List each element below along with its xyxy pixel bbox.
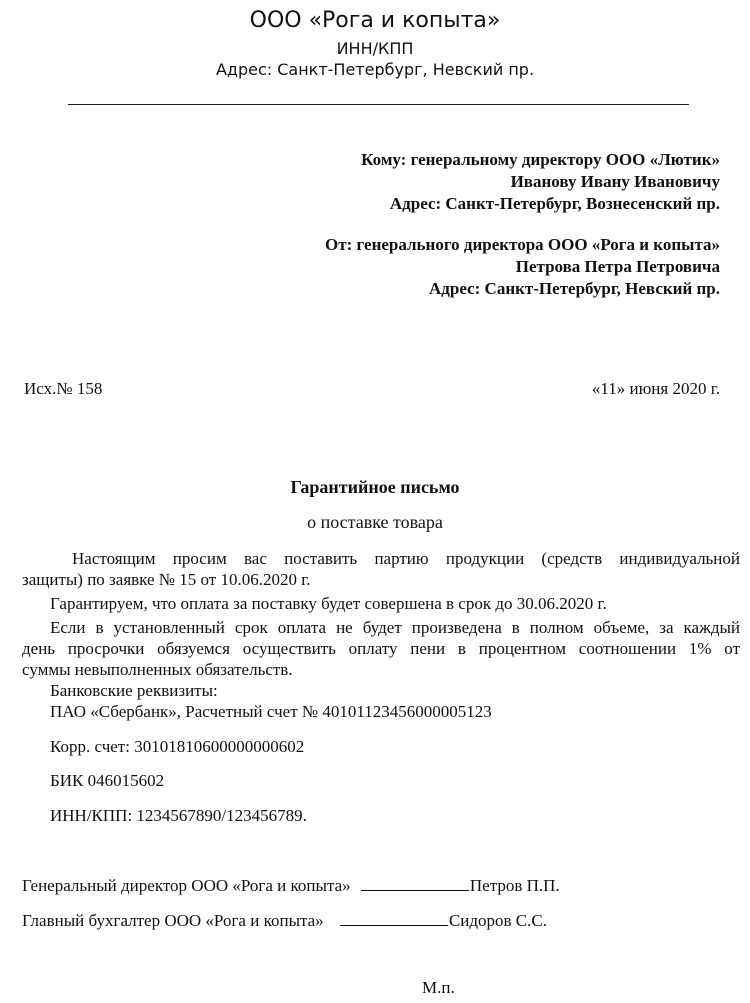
bank-inn-kpp: ИНН/КПП: 1234567890/123456789. [50, 806, 307, 825]
sender-address: Адрес: Санкт-Петербург, Невский пр. [429, 279, 720, 298]
paragraph-penalty-line-3: суммы невыполненных обязательств. [22, 660, 293, 679]
signature-name: Сидоров С.С. [448, 911, 547, 930]
signature-name: Петров П.П. [469, 876, 560, 895]
bank-corr-account: Корр. счет: 30101810600000000602 [50, 737, 305, 756]
sender-from-line: От: генерального директора ООО «Рога и копыта» [325, 235, 720, 254]
paragraph-guarantee: Гарантируем, что оплата за поставку будет совершена в срок до 30.06.2020 г. [50, 594, 607, 613]
bank-details-label: Банковские реквизиты: [50, 681, 218, 700]
signature-row-director [22, 876, 560, 896]
paragraph-request-line-2: защиты) по заявке № 15 от 10.06.2020 г. [22, 570, 311, 589]
bank-bik: БИК 046015602 [50, 771, 165, 790]
recipient-name: Иванову Ивану Ивановичу [510, 172, 720, 191]
stamp-placeholder: М.п. [422, 978, 455, 997]
signature-blank-line [361, 876, 469, 891]
outgoing-number: Исх.№ 158 [24, 379, 103, 398]
header-divider [68, 104, 689, 105]
recipient-address: Адрес: Санкт-Петербург, Вознесенский пр. [389, 194, 720, 213]
signature-position: Генеральный директор ООО «Рога и копыта» [22, 876, 351, 895]
paragraph-penalty [22, 617, 740, 680]
document-subtitle: о поставке товара [307, 512, 443, 532]
paragraph-penalty-line-1: Если в установленный срок оплата не будет произведена в полном объеме, за каждый [50, 618, 740, 637]
paragraph-request-line-1: Настоящим просим вас поставить партию продукции (средств индивидуальной [72, 549, 740, 568]
signature-row-accountant [22, 911, 547, 931]
sender-name: Петрова Петра Петровича [515, 257, 720, 276]
recipient-to-line: Кому: генеральному директору ООО «Лютик» [361, 150, 720, 169]
letter-date: «11» июня 2020 г. [591, 379, 720, 398]
signature-blank-line [340, 911, 448, 926]
company-name: ООО «Рога и копыта» [249, 8, 501, 33]
company-address: Адрес: Санкт-Петербург, Невский пр. [215, 60, 535, 79]
bank-account: ПАО «Сбербанк», Расчетный счет № 40101123456000005123 [50, 702, 492, 721]
document-title: Гарантийное письмо [290, 477, 460, 497]
company-inn-kpp: ИНН/КПП [336, 39, 414, 58]
paragraph-request [22, 548, 740, 590]
paragraph-penalty-line-2: день просрочки обязуемся осуществить оплату пени в процентном соотношении 1% от [22, 639, 740, 658]
signature-position: Главный бухгалтер ООО «Рога и копыта» [22, 911, 324, 930]
